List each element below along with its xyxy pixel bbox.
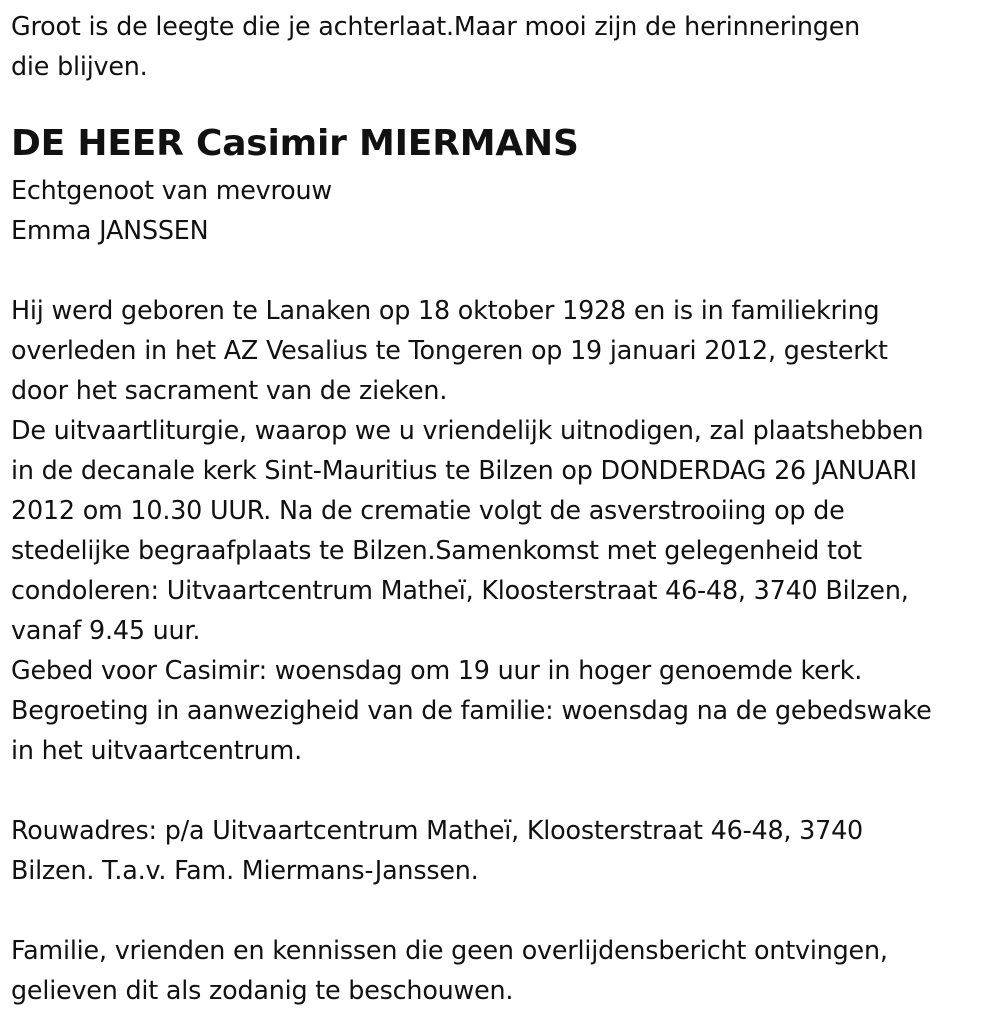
spouse-info	[11, 170, 986, 250]
mourning-address	[11, 810, 986, 890]
spouse-line: Echtgenoot van mevrouw	[11, 175, 332, 205]
body-line: Begroeting in aanwezigheid van de familie: woensdag na de gebedswake	[11, 695, 932, 725]
body-line: stedelijke begraafplaats te Bilzen.Samenkomst met gelegenheid tot	[11, 535, 862, 565]
body-line: Gebed voor Casimir: woensdag om 19 uur in hoger genoemde kerk.	[11, 655, 863, 685]
closing-line: Familie, vrienden en kennissen die geen overlijdensbericht ontvingen,	[11, 935, 888, 965]
body-line: De uitvaartliturgie, waarop we u vriendelijk uitnodigen, zal plaatshebben	[11, 415, 924, 445]
body-line: 2012 om 10.30 UUR. Na de crematie volgt de asverstrooiing op de	[11, 495, 845, 525]
funeral-details	[11, 290, 986, 770]
body-line: in het uitvaartcentrum.	[11, 735, 302, 765]
death-notice	[11, 6, 986, 1010]
paragraph-gap	[11, 250, 986, 290]
motto-line: Groot is de leegte die je achterlaat.Maar mooi zijn de herinneringen	[11, 11, 861, 41]
closing-note	[11, 930, 986, 1010]
body-line: overleden in het AZ Vesalius te Tongeren op 19 januari 2012, gesterkt	[11, 335, 888, 365]
paragraph-gap	[11, 770, 986, 810]
deceased-name: DE HEER Casimir MIERMANS	[11, 123, 579, 164]
address-line: Rouwadres: p/a Uitvaartcentrum Matheï, Kloosterstraat 46-48, 3740	[11, 815, 863, 845]
address-line: Bilzen. T.a.v. Fam. Miermans-Janssen.	[11, 855, 479, 885]
body-line: vanaf 9.45 uur.	[11, 615, 201, 645]
body-line: in de decanale kerk Sint-Mauritius te Bilzen op DONDERDAG 26 JANUARI	[11, 455, 917, 485]
motto-line: die blijven.	[11, 51, 148, 81]
spouse-line: Emma JANSSEN	[11, 215, 209, 245]
closing-line: gelieven dit als zodanig te beschouwen.	[11, 975, 514, 1005]
paragraph-gap	[11, 890, 986, 930]
body-line: condoleren: Uitvaartcentrum Matheï, Kloosterstraat 46-48, 3740 Bilzen,	[11, 575, 909, 605]
body-line: door het sacrament van de zieken.	[11, 375, 448, 405]
body-line: Hij werd geboren te Lanaken op 18 oktober 1928 en is in familiekring	[11, 295, 880, 325]
motto	[11, 6, 986, 86]
